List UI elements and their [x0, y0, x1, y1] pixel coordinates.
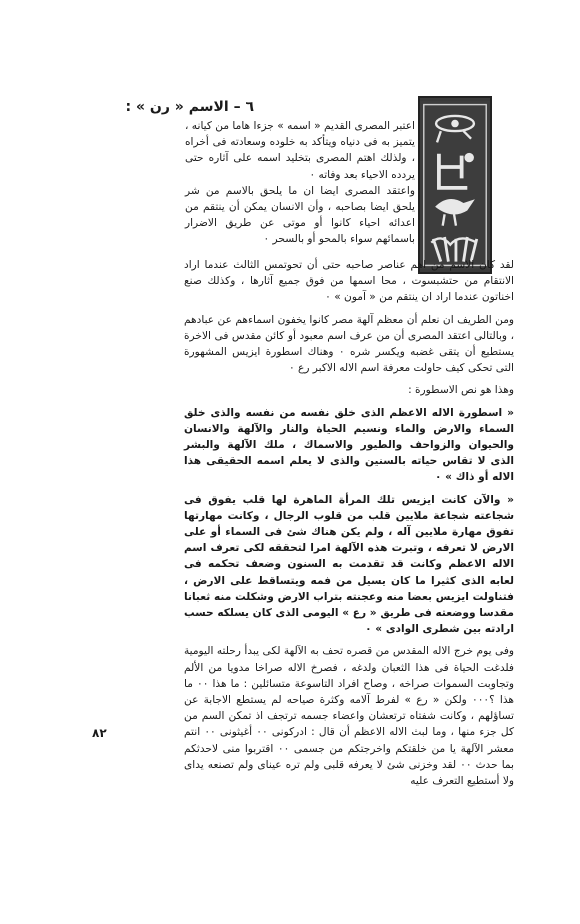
paragraph: لقد كان الاسم من اهم عناصر صاحبه حتى أن تحوتمس الثالث عندما اراد الانتقام من حتشبسوت ، محا اسمها من فوق جميع آثارها ، وكذلك صنع اخناتون عندما اراد ان ينتقم من « آمون » ٠ [184, 259, 514, 304]
hieroglyph-cartouche-icon [418, 96, 492, 274]
body-text [184, 257, 514, 789]
legend-paragraph: « اسطورة الاله الاعظم الذى خلق نفسه من نفسه والذى خلق السماء والارض والماء ونسيم الحياة والنار والآلهة والانسان والحيوان والزواحف والطيور والاسماك ، ملك الآلهة والبشر الذى لا تقاس حياته بالسنين والذى لا يعلم اسمه الحقيقى هذا الاله أو ذاك » ٠ [184, 406, 514, 484]
section-heading: ٦ – الاسم « رن » : [125, 99, 254, 115]
paragraph: اعتبر المصرى القديم « اسمه » جزءا هاما من كيانه ، يتميز به فى دنياه ويتأكد به خلوده وسعادته فى أخراه ، ولذلك اهتم المصرى بتخليد اسمه على آثاره حتى يردده الاحياء بعد وفاته ٠ [185, 120, 415, 181]
paragraph: وهذا هو نص الاسطورة : [408, 384, 514, 397]
paragraph: ومن الطريف ان نعلم أن معظم آلهة مصر كانوا يخفون اسماءهم عن عبادهم ، وبالتالى اعتقد المصرى أن من عرف اسم معبود أو كائن مقدس فى الاخرة يستطيع أن يتقى غضبه ويكسر شره ٠ وهناك اسطورة ايزيس المشهورة التى تحكى كيف حاولت معرفة اسم الاله الاكبر رع ٠ [184, 313, 515, 375]
paragraph: وفى يوم خرج الاله المقدس من قصره تحف به الآلهة لكى يبدأ رحلته اليومية فلدغت الحياة فى هذا الثعبان ولدغه ، فصرخ الاله صراخا مدويا من الألم وتجاوبت السموات صراخه ، وصاح افراد التاسوعة متسائلين : ما هذا ٠٠ ما هذا ؟٠٠٠ ولكن « رع » لفرط آلامه وكثرة صياحه لم يستطع الاجابة عن تساؤلهم ، وكانت شفتاه ترتعشان واعضاء جسمه ترتجف اذ تمكن السم من كل جزء منها ، وما لبث الاله الاعظم أن قال : ادركونى ٠٠ أغيثونى ٠٠ انتم معشر الآلهة يا من خلقتكم واخرجتكم من جسمى ٠٠ اقتربوا منى لاحدثكم بما حدث ٠٠ لقد وخزنى شئ لا يعرفه قلبى ولم تره عيناى ولم تصنعه يداى ولا أستطيع التعرف عليه [184, 645, 515, 788]
intro-column [185, 118, 415, 254]
paragraph: واعتقد المصرى ايضا ان ما يلحق بالاسم من شر يلحق ايضا بصاحبه ، وأن الانسان يمكن أن ينتقم من اعدائه احياء كانوا أو موتى عن طريق الاضرار باسمائهم سواء بالمحو أو بالسحر ٠ [185, 184, 415, 246]
page-number: ٨٢ [92, 726, 107, 740]
legend-paragraph: « والآن كانت ايزيس تلك المرأة الماهرة لها قلب يفوق فى شجاعته شجاعة ملايين قلب من قلوب الرجال ، وكانت مهارتها تفوق مهارة ملايين آله ، ولم يكن هناك شئ فى السماء أو على الارض لا تعرفه ، وتبرت هذه الآلهة امرا لتحققه لكى تعرف اسم الاله الاعظم وكانت قد تقدمت به السنون وضعف تحكمه فى لعابه الذى كثيرا ما كان يسيل من فمه ويتساقط على الارض ، فتناولت ايزيس بعضا منه وعجنته بتراب الارض وشكلت منه ثعبانا مقدسا ووضعته فى طريق « رع » اليومى الذى كان يسلكه حسب ارادته بين شطرى الوادى » ٠ [184, 493, 514, 636]
